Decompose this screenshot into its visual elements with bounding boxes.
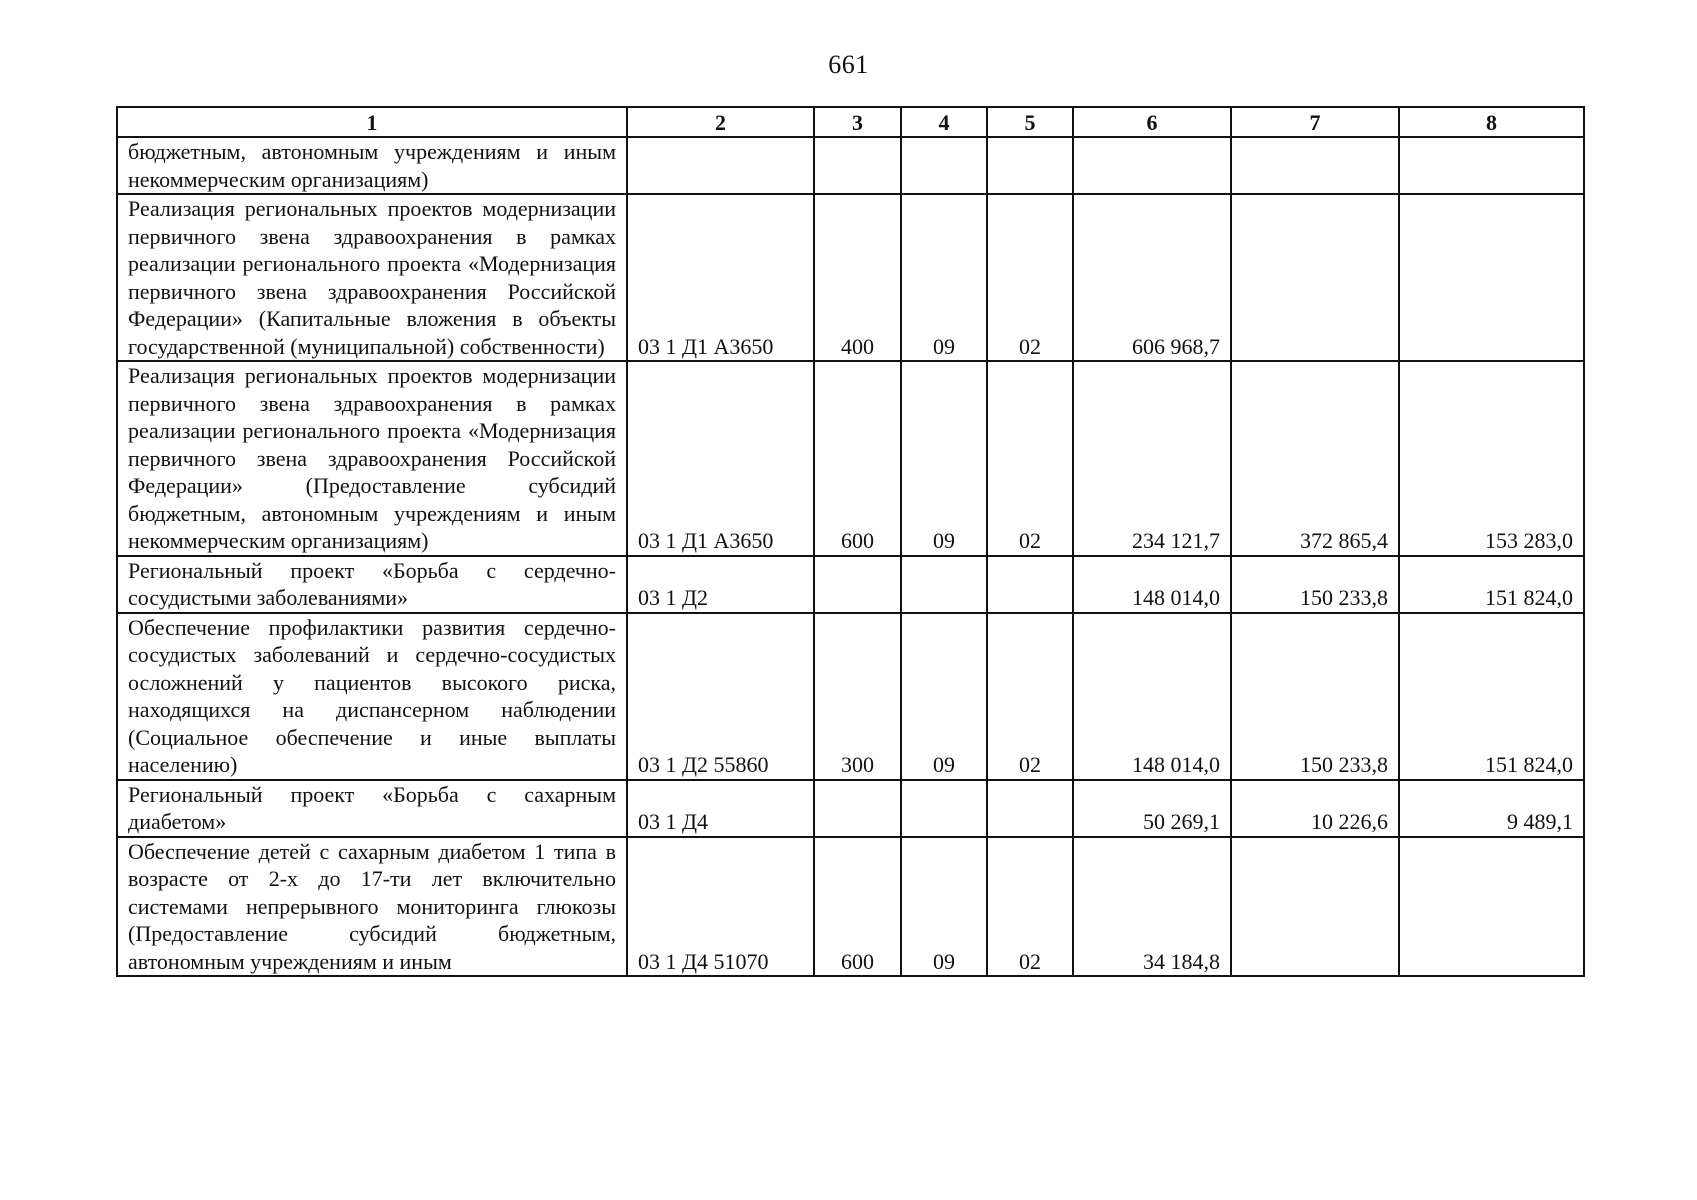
header-col-6: 6	[1073, 107, 1231, 137]
header-col-4: 4	[901, 107, 987, 137]
row-value-6: 606 968,7	[1073, 194, 1231, 361]
row-col-4: 09	[901, 361, 987, 556]
row-value-8: 9 489,1	[1399, 780, 1584, 837]
budget-table	[116, 106, 1585, 977]
row-col-5: 02	[987, 361, 1073, 556]
row-col-3	[814, 137, 901, 194]
row-description: бюджетным, автономным учреждениям и иным некоммерческим организациям)	[117, 137, 627, 194]
header-col-7: 7	[1231, 107, 1399, 137]
row-description: Обеспечение профилактики развития сердечно-сосудистых заболеваний и сердечно-сосудистых осложнений у пациентов высокого риска, находящихся на диспансерном наблюдении (Социальное обеспечение и иные выплаты населению)	[117, 613, 627, 780]
row-description: Региональный проект «Борьба с сердечно-сосудистыми заболеваниями»	[117, 556, 627, 613]
row-col-3	[814, 780, 901, 837]
row-value-7	[1231, 837, 1399, 977]
row-value-7: 10 226,6	[1231, 780, 1399, 837]
row-col-4	[901, 780, 987, 837]
table-row	[117, 613, 1584, 780]
row-value-7: 150 233,8	[1231, 556, 1399, 613]
row-col-4: 09	[901, 837, 987, 977]
row-col-4: 09	[901, 613, 987, 780]
row-col-3: 600	[814, 361, 901, 556]
row-value-7	[1231, 137, 1399, 194]
row-description: Реализация региональных проектов модернизации первичного звена здравоохранения в рамках реализации регионального проекта «Модернизация первичного звена здравоохранения Российской Федерации» (Капитальные вложения в объекты государственной (муниципальной) собственности)	[117, 194, 627, 361]
row-value-8	[1399, 194, 1584, 361]
row-value-7: 372 865,4	[1231, 361, 1399, 556]
row-code: 03 1 Д4	[627, 780, 814, 837]
row-value-8: 153 283,0	[1399, 361, 1584, 556]
row-value-6	[1073, 137, 1231, 194]
row-col-5: 02	[987, 837, 1073, 977]
row-value-6: 50 269,1	[1073, 780, 1231, 837]
row-value-6: 234 121,7	[1073, 361, 1231, 556]
row-col-4	[901, 137, 987, 194]
table-row	[117, 137, 1584, 194]
row-value-6: 148 014,0	[1073, 556, 1231, 613]
row-col-5	[987, 137, 1073, 194]
row-code: 03 1 Д4 51070	[627, 837, 814, 977]
header-col-2: 2	[627, 107, 814, 137]
row-code: 03 1 Д2	[627, 556, 814, 613]
row-value-8	[1399, 837, 1584, 977]
header-col-3: 3	[814, 107, 901, 137]
row-description: Реализация региональных проектов модернизации первичного звена здравоохранения в рамках реализации регионального проекта «Модернизация первичного звена здравоохранения Российской Федерации» (Предоставление субсидий бюджетным, автономным учреждениям и иным некоммерческим организациям)	[117, 361, 627, 556]
row-col-3	[814, 556, 901, 613]
row-value-6: 148 014,0	[1073, 613, 1231, 780]
row-value-8	[1399, 137, 1584, 194]
table-header-row	[117, 107, 1584, 137]
row-value-7	[1231, 194, 1399, 361]
row-value-7: 150 233,8	[1231, 613, 1399, 780]
table-row	[117, 556, 1584, 613]
table-row	[117, 780, 1584, 837]
row-description: Обеспечение детей с сахарным диабетом 1 типа в возрасте от 2-х до 17-ти лет включительно системами непрерывного мониторинга глюкозы (Предоставление субсидий бюджетным, автономным учреждениям и иным	[117, 837, 627, 977]
row-code: 03 1 Д1 А3650	[627, 194, 814, 361]
row-col-4: 09	[901, 194, 987, 361]
row-col-4	[901, 556, 987, 613]
row-col-5: 02	[987, 613, 1073, 780]
row-code: 03 1 Д1 А3650	[627, 361, 814, 556]
header-col-1: 1	[117, 107, 627, 137]
header-col-5: 5	[987, 107, 1073, 137]
row-value-8: 151 824,0	[1399, 556, 1584, 613]
row-col-5	[987, 780, 1073, 837]
page-number: 661	[828, 50, 869, 79]
row-col-3: 600	[814, 837, 901, 977]
row-col-3: 300	[814, 613, 901, 780]
row-code	[627, 137, 814, 194]
row-col-3: 400	[814, 194, 901, 361]
table-row	[117, 361, 1584, 556]
row-value-8: 151 824,0	[1399, 613, 1584, 780]
row-code: 03 1 Д2 55860	[627, 613, 814, 780]
row-value-6: 34 184,8	[1073, 837, 1231, 977]
table-row	[117, 837, 1584, 977]
row-col-5	[987, 556, 1073, 613]
header-col-8: 8	[1399, 107, 1584, 137]
row-description: Региональный проект «Борьба с сахарным диабетом»	[117, 780, 627, 837]
row-col-5: 02	[987, 194, 1073, 361]
table-row	[117, 194, 1584, 361]
